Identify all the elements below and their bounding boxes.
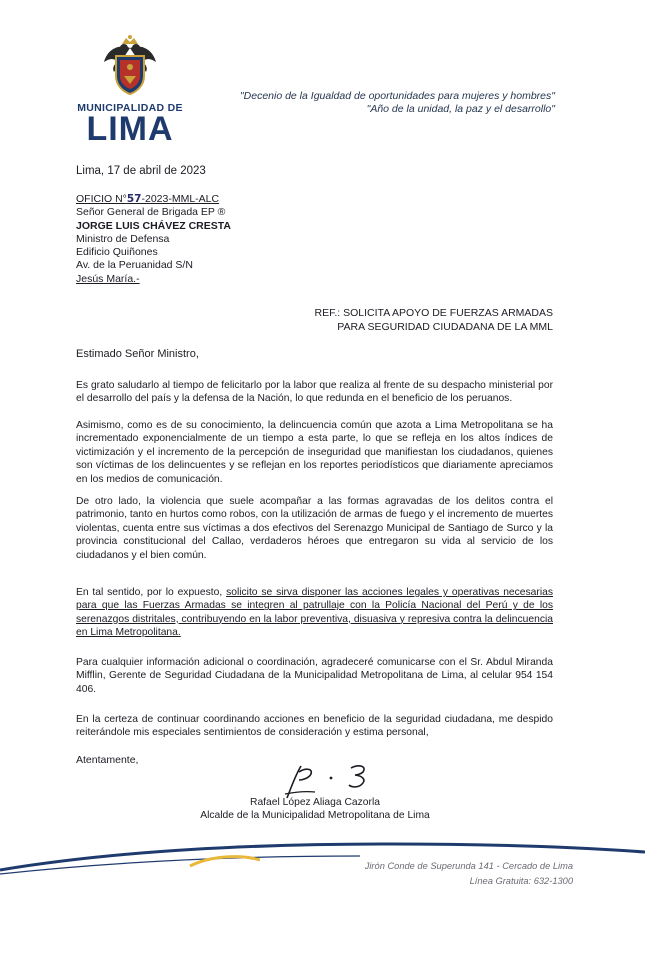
addressee-district: Jesús María.- xyxy=(76,272,140,285)
signatory-block xyxy=(200,796,430,822)
paragraph-farewell: En la certeza de continuar coordinando acciones en beneficio de la seguridad ciudadana, me despido reiterándole mis especiales sentimientos de consideración y estima personal, xyxy=(76,714,553,739)
paragraph-request xyxy=(76,586,553,640)
paragraph-contact: Para cualquier información adicional o coordinación, agradeceré comunicarse con el Sr. Abdul Miranda Mifflin, Gerente de Seguridad Ciudadana de la Municipalidad Metropolitana de Lima, al celular 954 154 406. xyxy=(76,657,553,695)
coat-of-arms-icon xyxy=(102,34,158,98)
paragraph-greeting: Es grato saludarlo al tiempo de felicitarlo por la labor que realiza al frente de su despacho ministerial por el desarrollo del país y la defensa de la Nación, lo que redunda en el beneficio de los peruanos. xyxy=(76,380,553,405)
footer-address: Jirón Conde de Superunda 141 - Cercado de Lima xyxy=(364,861,573,871)
oficio-reference xyxy=(76,193,231,206)
motto-decade: "Decenio de la Igualdad de oportunidades para mujeres y hombres" xyxy=(239,90,555,102)
motto-year: "Año de la unidad, la paz y el desarrollo" xyxy=(366,103,555,115)
addressee-street: Av. de la Peruanidad S/N xyxy=(76,259,193,272)
reference-block xyxy=(315,306,553,334)
closing: Atentamente, xyxy=(76,754,139,766)
municipality-logo xyxy=(70,34,190,148)
mottos xyxy=(240,90,555,116)
signatory-name: Rafael López Aliaga Cazorla xyxy=(250,797,380,808)
addressee-building: Edificio Quiñones xyxy=(76,246,158,259)
oficio-suffix: -2023-MML-ALC xyxy=(141,193,220,205)
addressee-position: Ministro de Defensa xyxy=(76,232,170,245)
org-name-line1: MUNICIPALIDAD DE xyxy=(77,102,183,114)
footer-contact xyxy=(365,859,573,889)
addressee-name: JORGE LUIS CHÁVEZ CRESTA xyxy=(76,219,231,232)
footer-phone: Línea Gratuita: 632-1300 xyxy=(469,876,573,886)
org-name-line2: LIMA xyxy=(86,110,174,148)
paragraph-crime-context: Asimismo, como es de su conocimiento, la delincuencia común que azota a Lima Metropolitana se ha incrementado exponencialmente de un tiempo a esta parte, lo que se refleja en los altos índices de victimización y el incremento de la percepción de inseguridad que manifiestan los ciudadanos, quienes son víctimas de los delincuentes y se reflejan en los reportes periodísticos que diariamente apreciamos en los medios de comunicación. xyxy=(76,420,553,485)
reference-line1: REF.: SOLICITA APOYO DE FUERZAS ARMADAS xyxy=(314,307,553,319)
salutation: Estimado Señor Ministro, xyxy=(76,348,199,360)
paragraph-violence: De otro lado, la violencia que suele acompañar a las formas agravadas de los delitos contra el patrimonio, tanto en hurtos como robos, con la utilización de armas de fuego y el incremento de muertes violentas, cuenta entre sus víctimas a dos efectivos del Serenazgo Municipal de Santiago de Surco y la provincia constitucional del Callao, verdaderos héroes que entregaron su vida al servicio de los ciudadanos y el bien común. xyxy=(76,496,553,561)
addressee-rank: Señor General de Brigada EP ® xyxy=(76,206,226,219)
oficio-number: 57 xyxy=(126,193,142,205)
addressee-block xyxy=(76,193,231,286)
request-intro: En tal sentido, por lo expuesto, xyxy=(76,587,227,598)
letter-date: Lima, 17 de abril de 2023 xyxy=(76,165,206,177)
oficio-prefix: OFICIO N° xyxy=(76,193,127,205)
signatory-title: Alcalde de la Municipalidad Metropolitana de Lima xyxy=(200,810,430,821)
request-underlined: solicito se sirva disponer las acciones legales y operativas necesarias para que las Fuerzas Armadas se integren al patrullaje con la Policía Nacional del Perú y de los serenazgos distritales, contribuyendo en la labor preventiva, disuasiva y represiva contra la delincuencia en Lima Metropolitana. xyxy=(76,587,553,639)
reference-line2: PARA SEGURIDAD CIUDADANA DE LA MML xyxy=(337,321,553,333)
